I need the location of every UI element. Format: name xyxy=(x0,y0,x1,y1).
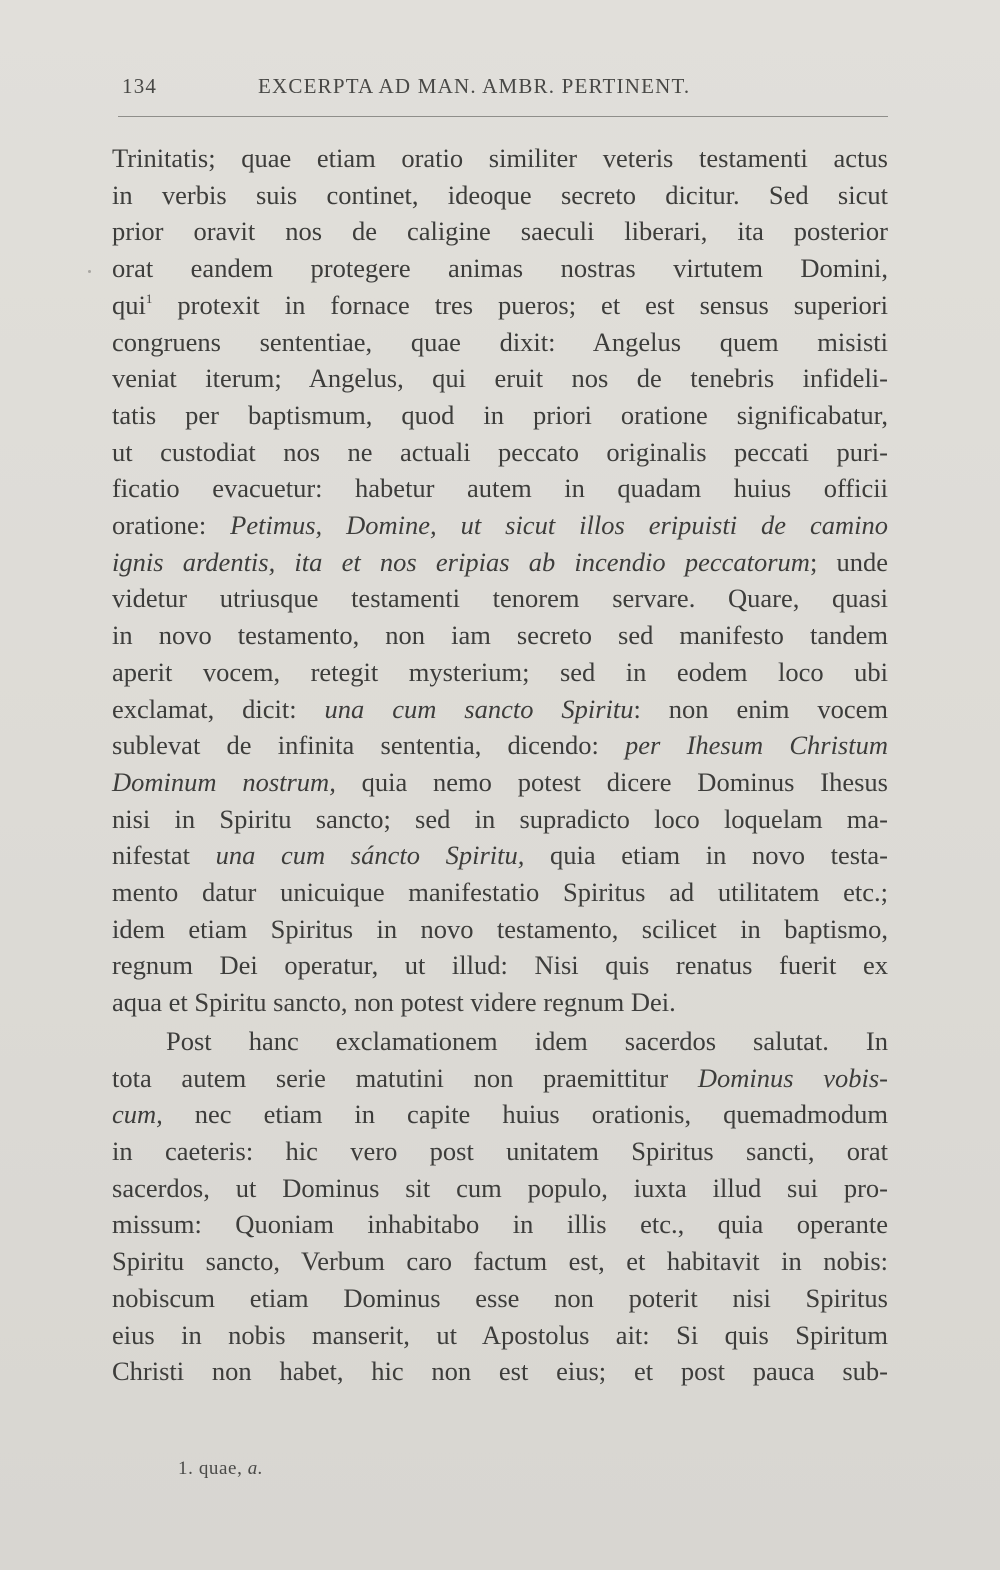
footnote-siglum: a. xyxy=(247,1458,264,1479)
text-line xyxy=(112,544,888,581)
paper-speck xyxy=(88,270,91,273)
text-fragment: qui xyxy=(112,289,146,320)
text-line xyxy=(112,837,888,874)
italic-quotation: per Ihesum Christum xyxy=(625,730,888,761)
text-line: veniat iterum; Angelus, qui eruit nos de tenebris infideli- xyxy=(112,363,888,394)
page-number: 134 xyxy=(122,74,158,98)
text-fragment: nifestat xyxy=(112,840,216,871)
footnote-number: 1. xyxy=(178,1458,199,1479)
italic-quotation: Dominus vobis- xyxy=(697,1062,888,1093)
text-line: regnum Dei operatur, ut illud: Nisi quis renatus fuerit ex xyxy=(112,950,888,981)
text-line: ut custodiat nos ne actuali peccato originalis peccati puri- xyxy=(112,436,888,467)
text-line: congruens sententiae, quae dixit: Angelus quem misisti xyxy=(112,326,888,357)
text-line: nobiscum etiam Dominus esse non poterit nisi Spiritus xyxy=(112,1282,888,1313)
text-fragment: protexit in fornace tres pueros; et est sensus superiori xyxy=(152,289,888,320)
running-title: EXCERPTA AD MAN. AMBR. PERTINENT. xyxy=(258,74,691,98)
text-line: nisi in Spiritu sancto; sed in supradicto loco loquelam ma- xyxy=(112,803,888,834)
text-line: Christi non habet, hic non est eius; et post pauca sub- xyxy=(112,1356,888,1387)
text-line: missum: Quoniam inhabitabo in illis etc., quia operante xyxy=(112,1209,888,1240)
text-line xyxy=(112,691,888,728)
text-line: videtur utriusque testamenti tenorem servare. Quare, quasi xyxy=(112,583,888,614)
text-line: ficatio evacuetur: habetur autem in quadam huius officii xyxy=(112,473,888,504)
text-line: aperit vocem, retegit mysterium; sed in eodem loco ubi xyxy=(112,656,888,687)
italic-quotation: ignis ardentis, ita et nos eripias ab incendio peccatorum xyxy=(112,546,810,577)
italic-quotation: Petimus, Domine, ut sicut illos eripuisti de camino xyxy=(230,510,888,541)
text-fragment: ; unde xyxy=(809,546,889,577)
paragraph-2 xyxy=(112,1023,888,1390)
italic-quotation: una cum sáncto Spiritu, xyxy=(215,840,525,871)
footnote-marker: 1 xyxy=(145,290,153,306)
text-line xyxy=(112,727,888,764)
text-line: prior oravit nos de caligine saeculi liberari, ita posterior xyxy=(112,216,888,247)
text-line: Post hanc exclamationem idem sacerdos salutat. In xyxy=(166,1025,888,1056)
text-line xyxy=(112,1096,888,1133)
text-fragment: : non enim vocem xyxy=(633,693,888,724)
text-line: idem etiam Spiritus in novo testamento, scilicet in baptismo, xyxy=(112,913,888,944)
text-line: in novo testamento, non iam secreto sed manifesto tandem xyxy=(112,620,888,651)
paragraph-1 xyxy=(112,140,888,1021)
text-fragment: oratione: xyxy=(112,510,231,541)
main-text xyxy=(112,140,888,1390)
text-line: sacerdos, ut Dominus sit cum populo, iuxta illud sui pro- xyxy=(112,1172,888,1203)
text-fragment: exclamat, dicit: xyxy=(112,693,325,724)
footnote xyxy=(178,1458,263,1480)
text-line: aqua et Spiritu sancto, non potest videre regnum Dei. xyxy=(112,987,676,1018)
text-line: in verbis suis continet, ideoque secreto dicitur. Sed sicut xyxy=(112,179,888,210)
text-line: Trinitatis; quae etiam oratio similiter veteris testamenti actus xyxy=(112,143,888,173)
italic-quotation: Dominum nostrum, xyxy=(112,766,336,797)
text-line: orat eandem protegere animas nostras virtutem Domini, xyxy=(112,253,888,284)
text-line xyxy=(112,1060,888,1097)
text-line xyxy=(112,507,888,544)
running-header xyxy=(122,74,890,108)
text-line xyxy=(112,287,888,324)
footnote-text: quae, xyxy=(198,1458,248,1479)
text-fragment: quia nemo potest dicere Dominus Ihesus xyxy=(335,766,888,797)
header-rule xyxy=(118,116,888,117)
text-line: mento datur unicuique manifestatio Spiritus ad utilitatem etc.; xyxy=(112,877,888,908)
text-line: Spiritu sancto, Verbum caro factum est, et habitavit in nobis: xyxy=(112,1246,888,1277)
text-line: tatis per baptismum, quod in priori oratione significabatur, xyxy=(112,399,888,430)
text-line xyxy=(112,764,888,801)
text-fragment: nec etiam in capite huius orationis, quemadmodum xyxy=(162,1099,888,1130)
text-fragment: tota autem serie matutini non praemittitur xyxy=(112,1062,698,1093)
italic-quotation: una cum sancto Spiritu xyxy=(324,693,634,724)
text-line: eius in nobis manserit, ut Apostolus ait: Si quis Spiritum xyxy=(112,1319,888,1350)
text-line: in caeteris: hic vero post unitatem Spiritus sancti, orat xyxy=(112,1135,888,1166)
text-fragment: quia etiam in novo testa- xyxy=(524,840,888,871)
italic-quotation: cum, xyxy=(112,1099,163,1130)
text-fragment: sublevat de infinita sententia, dicendo: xyxy=(112,730,626,761)
